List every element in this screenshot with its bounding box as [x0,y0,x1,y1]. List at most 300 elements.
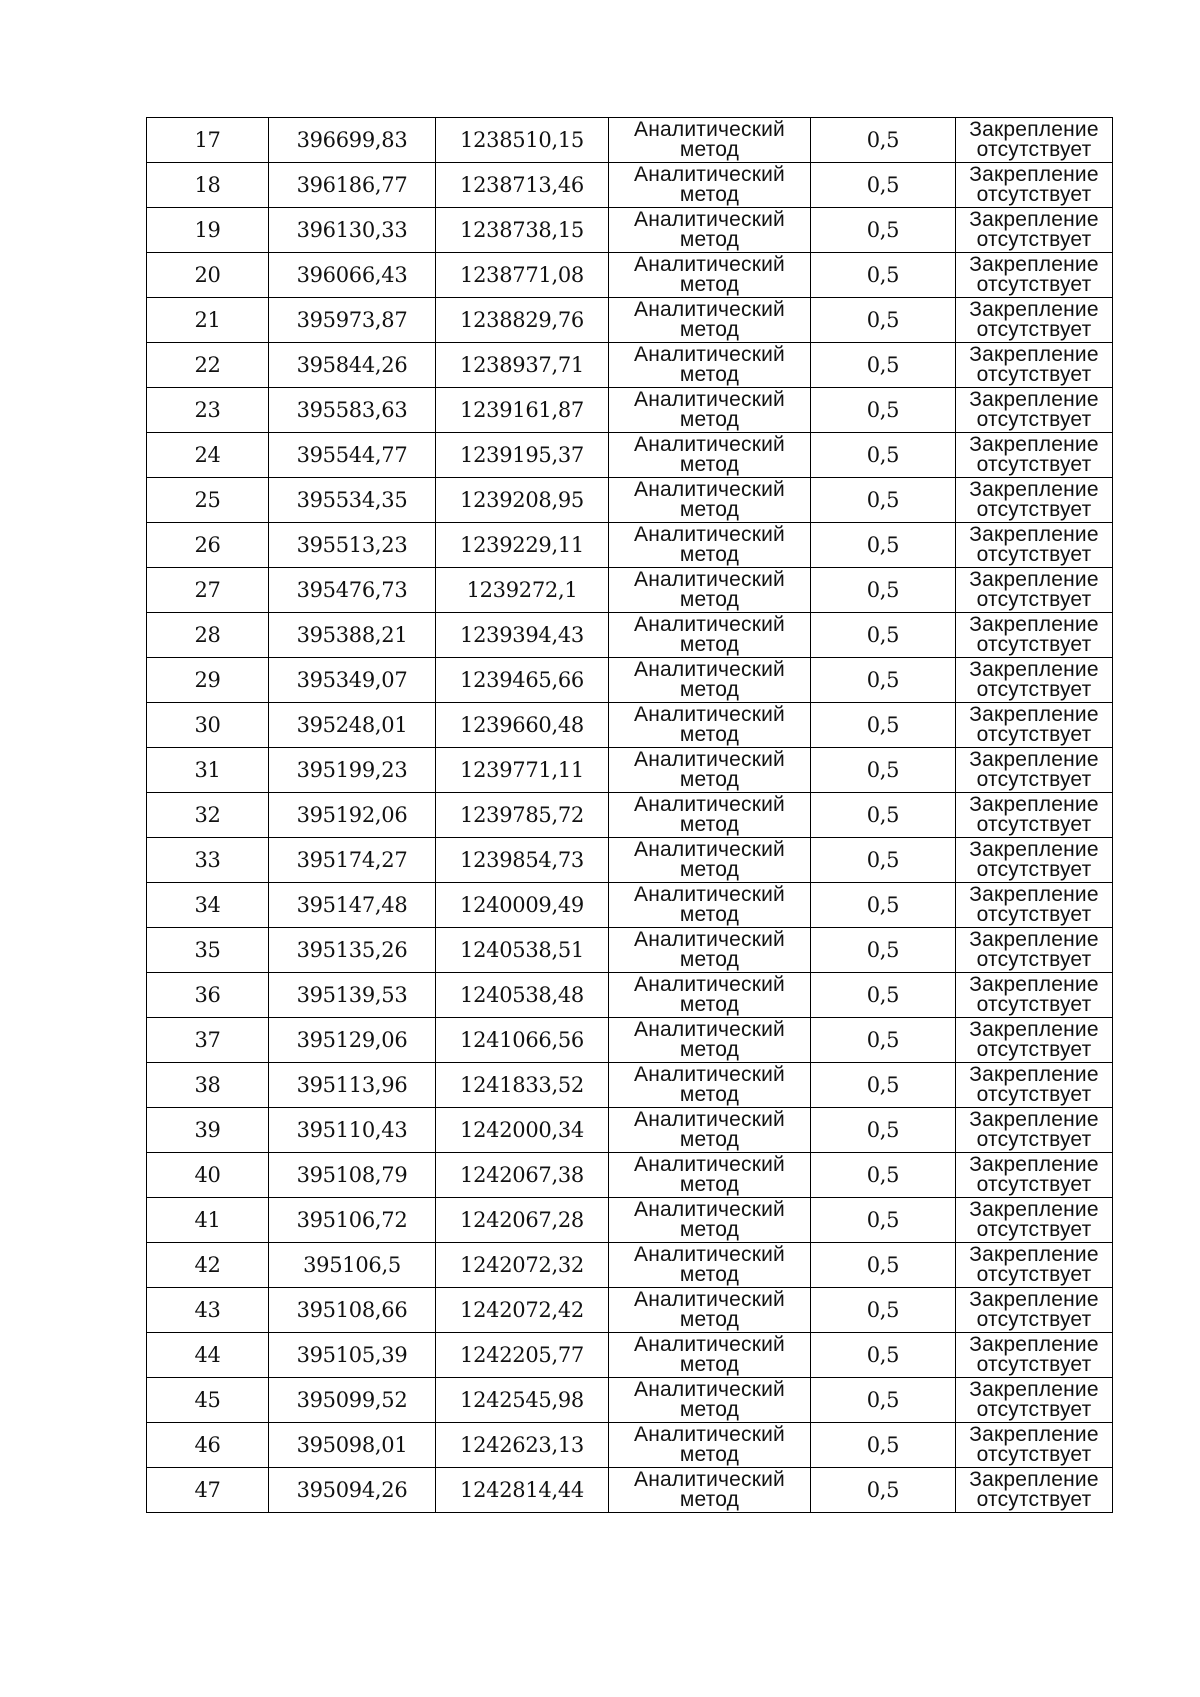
fixation-cell [956,973,1113,1018]
table-row [147,1288,1113,1333]
fixation-line-1: Закрепление [969,523,1099,546]
method-line-1: Аналитический [634,163,785,186]
table-row [147,883,1113,928]
method-cell [609,838,811,883]
point-number-cell: 29 [147,658,269,703]
method-cell [609,388,811,433]
method-cell [609,1153,811,1198]
method-line-2: метод [679,363,740,386]
x-coordinate-cell: 395108,79 [269,1153,436,1198]
method-line-2: метод [679,138,740,161]
method-line-1: Аналитический [634,1198,785,1221]
method-cell [609,1468,811,1513]
method-line-1: Аналитический [634,748,785,771]
table-row [147,1108,1113,1153]
method-line-1: Аналитический [634,388,785,411]
accuracy-cell: 0,5 [811,1243,956,1288]
x-coordinate-cell: 395129,06 [269,1018,436,1063]
point-number-cell: 35 [147,928,269,973]
y-coordinate-cell: 1239229,11 [436,523,609,568]
point-number-cell: 26 [147,523,269,568]
table-row [147,1018,1113,1063]
fixation-cell [956,1288,1113,1333]
table-row [147,523,1113,568]
y-coordinate-cell: 1239161,87 [436,388,609,433]
method-line-2: метод [679,318,740,341]
method-line-1: Аналитический [634,793,785,816]
accuracy-cell: 0,5 [811,253,956,298]
method-line-1: Аналитический [634,973,785,996]
x-coordinate-cell: 395513,23 [269,523,436,568]
method-line-1: Аналитический [634,1378,785,1401]
fixation-cell [956,883,1113,928]
fixation-line-2: отсутствует [976,1038,1092,1061]
fixation-line-1: Закрепление [969,118,1099,141]
method-line-2: метод [679,1128,740,1151]
fixation-line-1: Закрепление [969,973,1099,996]
x-coordinate-cell: 395105,39 [269,1333,436,1378]
fixation-cell [956,298,1113,343]
method-line-1: Аналитический [634,1063,785,1086]
method-line-2: метод [679,1353,740,1376]
fixation-cell [956,523,1113,568]
fixation-line-2: отсутствует [976,1083,1092,1106]
x-coordinate-cell: 395094,26 [269,1468,436,1513]
y-coordinate-cell: 1239394,43 [436,613,609,658]
method-line-2: метод [679,1443,740,1466]
fixation-cell [956,928,1113,973]
method-line-2: метод [679,678,740,701]
fixation-line-2: отсутствует [976,678,1092,701]
fixation-cell [956,1333,1113,1378]
method-cell [609,1423,811,1468]
x-coordinate-cell: 395534,35 [269,478,436,523]
y-coordinate-cell: 1239660,48 [436,703,609,748]
fixation-line-1: Закрепление [969,1063,1099,1086]
x-coordinate-cell: 395248,01 [269,703,436,748]
fixation-line-1: Закрепление [969,1018,1099,1041]
x-coordinate-cell: 395139,53 [269,973,436,1018]
method-line-2: метод [679,813,740,836]
accuracy-cell: 0,5 [811,793,956,838]
fixation-line-2: отсутствует [976,498,1092,521]
method-line-1: Аналитический [634,433,785,456]
fixation-line-2: отсутствует [976,183,1092,206]
fixation-line-1: Закрепление [969,838,1099,861]
method-line-2: метод [679,588,740,611]
method-cell [609,658,811,703]
fixation-cell [956,838,1113,883]
method-line-1: Аналитический [634,1153,785,1176]
y-coordinate-cell: 1238937,71 [436,343,609,388]
fixation-cell [956,1198,1113,1243]
fixation-line-1: Закрепление [969,253,1099,276]
method-cell [609,478,811,523]
point-number-cell: 19 [147,208,269,253]
fixation-line-2: отсутствует [976,1398,1092,1421]
fixation-cell [956,613,1113,658]
x-coordinate-cell: 395973,87 [269,298,436,343]
fixation-cell [956,1063,1113,1108]
accuracy-cell: 0,5 [811,1378,956,1423]
method-line-1: Аналитический [634,523,785,546]
fixation-line-2: отсутствует [976,273,1092,296]
method-cell [609,973,811,1018]
fixation-cell [956,163,1113,208]
y-coordinate-cell: 1239785,72 [436,793,609,838]
y-coordinate-cell: 1242814,44 [436,1468,609,1513]
fixation-line-2: отсутствует [976,723,1092,746]
method-line-1: Аналитический [634,343,785,366]
table-row [147,658,1113,703]
table-row [147,1198,1113,1243]
table-row [147,703,1113,748]
point-number-cell: 43 [147,1288,269,1333]
method-line-2: метод [679,1038,740,1061]
table-row [147,388,1113,433]
fixation-line-1: Закрепление [969,1108,1099,1131]
fixation-cell [956,253,1113,298]
fixation-line-1: Закрепление [969,568,1099,591]
method-line-2: метод [679,1083,740,1106]
point-number-cell: 17 [147,118,269,163]
x-coordinate-cell: 395544,77 [269,433,436,478]
point-number-cell: 25 [147,478,269,523]
point-number-cell: 30 [147,703,269,748]
point-number-cell: 40 [147,1153,269,1198]
fixation-cell [956,1468,1113,1513]
y-coordinate-cell: 1242000,34 [436,1108,609,1153]
table-row [147,118,1113,163]
fixation-line-2: отсутствует [976,1173,1092,1196]
fixation-line-1: Закрепление [969,613,1099,636]
fixation-line-2: отсутствует [976,453,1092,476]
table-row [147,748,1113,793]
fixation-cell [956,1423,1113,1468]
y-coordinate-cell: 1242545,98 [436,1378,609,1423]
accuracy-cell: 0,5 [811,1063,956,1108]
x-coordinate-cell: 395388,21 [269,613,436,658]
point-number-cell: 32 [147,793,269,838]
fixation-cell [956,748,1113,793]
fixation-line-1: Закрепление [969,883,1099,906]
fixation-cell [956,1243,1113,1288]
x-coordinate-cell: 395583,63 [269,388,436,433]
x-coordinate-cell: 395099,52 [269,1378,436,1423]
fixation-cell [956,658,1113,703]
point-number-cell: 36 [147,973,269,1018]
point-number-cell: 34 [147,883,269,928]
fixation-cell [956,1108,1113,1153]
table-row [147,163,1113,208]
x-coordinate-cell: 395108,66 [269,1288,436,1333]
point-number-cell: 18 [147,163,269,208]
table-row [147,793,1113,838]
fixation-line-2: отсутствует [976,903,1092,926]
fixation-cell [956,1153,1113,1198]
fixation-line-1: Закрепление [969,208,1099,231]
method-line-1: Аналитический [634,478,785,501]
table-row [147,928,1113,973]
method-cell [609,118,811,163]
x-coordinate-cell: 395199,23 [269,748,436,793]
accuracy-cell: 0,5 [811,1468,956,1513]
x-coordinate-cell: 395192,06 [269,793,436,838]
table-row [147,613,1113,658]
x-coordinate-cell: 396186,77 [269,163,436,208]
point-number-cell: 46 [147,1423,269,1468]
point-number-cell: 22 [147,343,269,388]
y-coordinate-cell: 1239854,73 [436,838,609,883]
x-coordinate-cell: 395110,43 [269,1108,436,1153]
method-line-2: метод [679,723,740,746]
y-coordinate-cell: 1239272,1 [436,568,609,613]
table-row [147,1423,1113,1468]
point-number-cell: 38 [147,1063,269,1108]
table-row [147,1378,1113,1423]
method-line-1: Аналитический [634,118,785,141]
fixation-cell [956,433,1113,478]
fixation-line-2: отсутствует [976,1353,1092,1376]
fixation-line-2: отсутствует [976,768,1092,791]
accuracy-cell: 0,5 [811,1288,956,1333]
x-coordinate-cell: 395844,26 [269,343,436,388]
method-line-2: метод [679,1218,740,1241]
fixation-line-1: Закрепление [969,748,1099,771]
y-coordinate-cell: 1239208,95 [436,478,609,523]
accuracy-cell: 0,5 [811,388,956,433]
method-cell [609,433,811,478]
method-cell [609,298,811,343]
table-row [147,478,1113,523]
fixation-cell [956,1378,1113,1423]
table-row [147,298,1113,343]
method-cell [609,208,811,253]
x-coordinate-cell: 395098,01 [269,1423,436,1468]
point-number-cell: 33 [147,838,269,883]
method-cell [609,1063,811,1108]
table-body [147,118,1113,1513]
x-coordinate-cell: 395106,5 [269,1243,436,1288]
accuracy-cell: 0,5 [811,883,956,928]
accuracy-cell: 0,5 [811,1423,956,1468]
fixation-cell [956,388,1113,433]
method-cell [609,343,811,388]
method-line-2: метод [679,1263,740,1286]
x-coordinate-cell: 395476,73 [269,568,436,613]
method-cell [609,1288,811,1333]
fixation-line-2: отсутствует [976,1308,1092,1331]
fixation-line-2: отсутствует [976,543,1092,566]
y-coordinate-cell: 1238713,46 [436,163,609,208]
fixation-line-1: Закрепление [969,388,1099,411]
method-line-2: метод [679,228,740,251]
point-number-cell: 42 [147,1243,269,1288]
table-row [147,1243,1113,1288]
point-number-cell: 37 [147,1018,269,1063]
method-cell [609,1018,811,1063]
point-number-cell: 21 [147,298,269,343]
method-line-1: Аналитический [634,1288,785,1311]
method-line-1: Аналитический [634,568,785,591]
y-coordinate-cell: 1238829,76 [436,298,609,343]
method-line-2: метод [679,1398,740,1421]
y-coordinate-cell: 1242623,13 [436,1423,609,1468]
fixation-line-1: Закрепление [969,1153,1099,1176]
x-coordinate-cell: 395135,26 [269,928,436,973]
y-coordinate-cell: 1240538,51 [436,928,609,973]
method-line-2: метод [679,273,740,296]
fixation-line-1: Закрепление [969,1243,1099,1266]
method-line-2: метод [679,183,740,206]
fixation-line-1: Закрепление [969,343,1099,366]
accuracy-cell: 0,5 [811,1153,956,1198]
method-line-1: Аналитический [634,253,785,276]
fixation-line-2: отсутствует [976,993,1092,1016]
x-coordinate-cell: 395174,27 [269,838,436,883]
method-line-1: Аналитический [634,613,785,636]
fixation-cell [956,208,1113,253]
x-coordinate-cell: 396066,43 [269,253,436,298]
fixation-line-1: Закрепление [969,1333,1099,1356]
fixation-cell [956,793,1113,838]
point-number-cell: 31 [147,748,269,793]
accuracy-cell: 0,5 [811,118,956,163]
accuracy-cell: 0,5 [811,208,956,253]
coordinates-table [146,117,1113,1513]
table-row [147,1153,1113,1198]
y-coordinate-cell: 1242067,28 [436,1198,609,1243]
method-cell [609,253,811,298]
fixation-line-2: отсутствует [976,1218,1092,1241]
point-number-cell: 23 [147,388,269,433]
fixation-line-2: отсутствует [976,1263,1092,1286]
fixation-line-1: Закрепление [969,1378,1099,1401]
accuracy-cell: 0,5 [811,1108,956,1153]
fixation-line-2: отсутствует [976,138,1092,161]
fixation-cell [956,118,1113,163]
table-row [147,253,1113,298]
fixation-line-2: отсутствует [976,588,1092,611]
y-coordinate-cell: 1241066,56 [436,1018,609,1063]
fixation-line-2: отсутствует [976,228,1092,251]
accuracy-cell: 0,5 [811,433,956,478]
fixation-cell [956,478,1113,523]
method-line-1: Аналитический [634,928,785,951]
method-line-2: метод [679,498,740,521]
fixation-line-2: отсутствует [976,948,1092,971]
point-number-cell: 20 [147,253,269,298]
y-coordinate-cell: 1242067,38 [436,1153,609,1198]
fixation-line-1: Закрепление [969,1423,1099,1446]
accuracy-cell: 0,5 [811,613,956,658]
accuracy-cell: 0,5 [811,658,956,703]
method-line-1: Аналитический [634,1018,785,1041]
y-coordinate-cell: 1240009,49 [436,883,609,928]
x-coordinate-cell: 395106,72 [269,1198,436,1243]
fixation-line-1: Закрепление [969,703,1099,726]
point-number-cell: 41 [147,1198,269,1243]
table-row [147,973,1113,1018]
method-line-1: Аналитический [634,883,785,906]
fixation-line-1: Закрепление [969,1288,1099,1311]
y-coordinate-cell: 1238771,08 [436,253,609,298]
method-line-2: метод [679,633,740,656]
fixation-line-2: отсутствует [976,363,1092,386]
method-cell [609,1243,811,1288]
y-coordinate-cell: 1239771,11 [436,748,609,793]
table-row [147,1468,1113,1513]
fixation-line-1: Закрепление [969,1468,1099,1491]
point-number-cell: 45 [147,1378,269,1423]
accuracy-cell: 0,5 [811,1018,956,1063]
accuracy-cell: 0,5 [811,343,956,388]
method-line-1: Аналитический [634,1423,785,1446]
y-coordinate-cell: 1239195,37 [436,433,609,478]
fixation-line-1: Закрепление [969,1198,1099,1221]
method-line-1: Аналитический [634,208,785,231]
fixation-line-1: Закрепление [969,793,1099,816]
fixation-line-2: отсутствует [976,633,1092,656]
y-coordinate-cell: 1242205,77 [436,1333,609,1378]
method-cell [609,1108,811,1153]
accuracy-cell: 0,5 [811,838,956,883]
method-line-1: Аналитический [634,1243,785,1266]
point-number-cell: 44 [147,1333,269,1378]
method-cell [609,748,811,793]
y-coordinate-cell: 1242072,42 [436,1288,609,1333]
fixation-line-1: Закрепление [969,298,1099,321]
x-coordinate-cell: 395349,07 [269,658,436,703]
fixation-line-2: отсутствует [976,813,1092,836]
method-line-2: метод [679,1308,740,1331]
table-row [147,343,1113,388]
point-number-cell: 39 [147,1108,269,1153]
method-cell [609,1333,811,1378]
method-cell [609,703,811,748]
y-coordinate-cell: 1242072,32 [436,1243,609,1288]
method-line-1: Аналитический [634,1333,785,1356]
fixation-line-2: отсутствует [976,408,1092,431]
fixation-cell [956,1018,1113,1063]
method-cell [609,928,811,973]
method-cell [609,523,811,568]
method-cell [609,613,811,658]
table-row [147,1333,1113,1378]
fixation-cell [956,343,1113,388]
fixation-line-1: Закрепление [969,928,1099,951]
accuracy-cell: 0,5 [811,568,956,613]
table-row [147,838,1113,883]
point-number-cell: 24 [147,433,269,478]
fixation-line-2: отсутствует [976,858,1092,881]
method-line-2: метод [679,768,740,791]
method-cell [609,1198,811,1243]
method-line-2: метод [679,543,740,566]
method-line-1: Аналитический [634,838,785,861]
accuracy-cell: 0,5 [811,478,956,523]
method-line-2: метод [679,408,740,431]
accuracy-cell: 0,5 [811,523,956,568]
method-line-1: Аналитический [634,298,785,321]
method-line-2: метод [679,1488,740,1511]
accuracy-cell: 0,5 [811,1198,956,1243]
accuracy-cell: 0,5 [811,1333,956,1378]
method-cell [609,163,811,208]
method-cell [609,1378,811,1423]
fixation-cell [956,568,1113,613]
point-number-cell: 47 [147,1468,269,1513]
